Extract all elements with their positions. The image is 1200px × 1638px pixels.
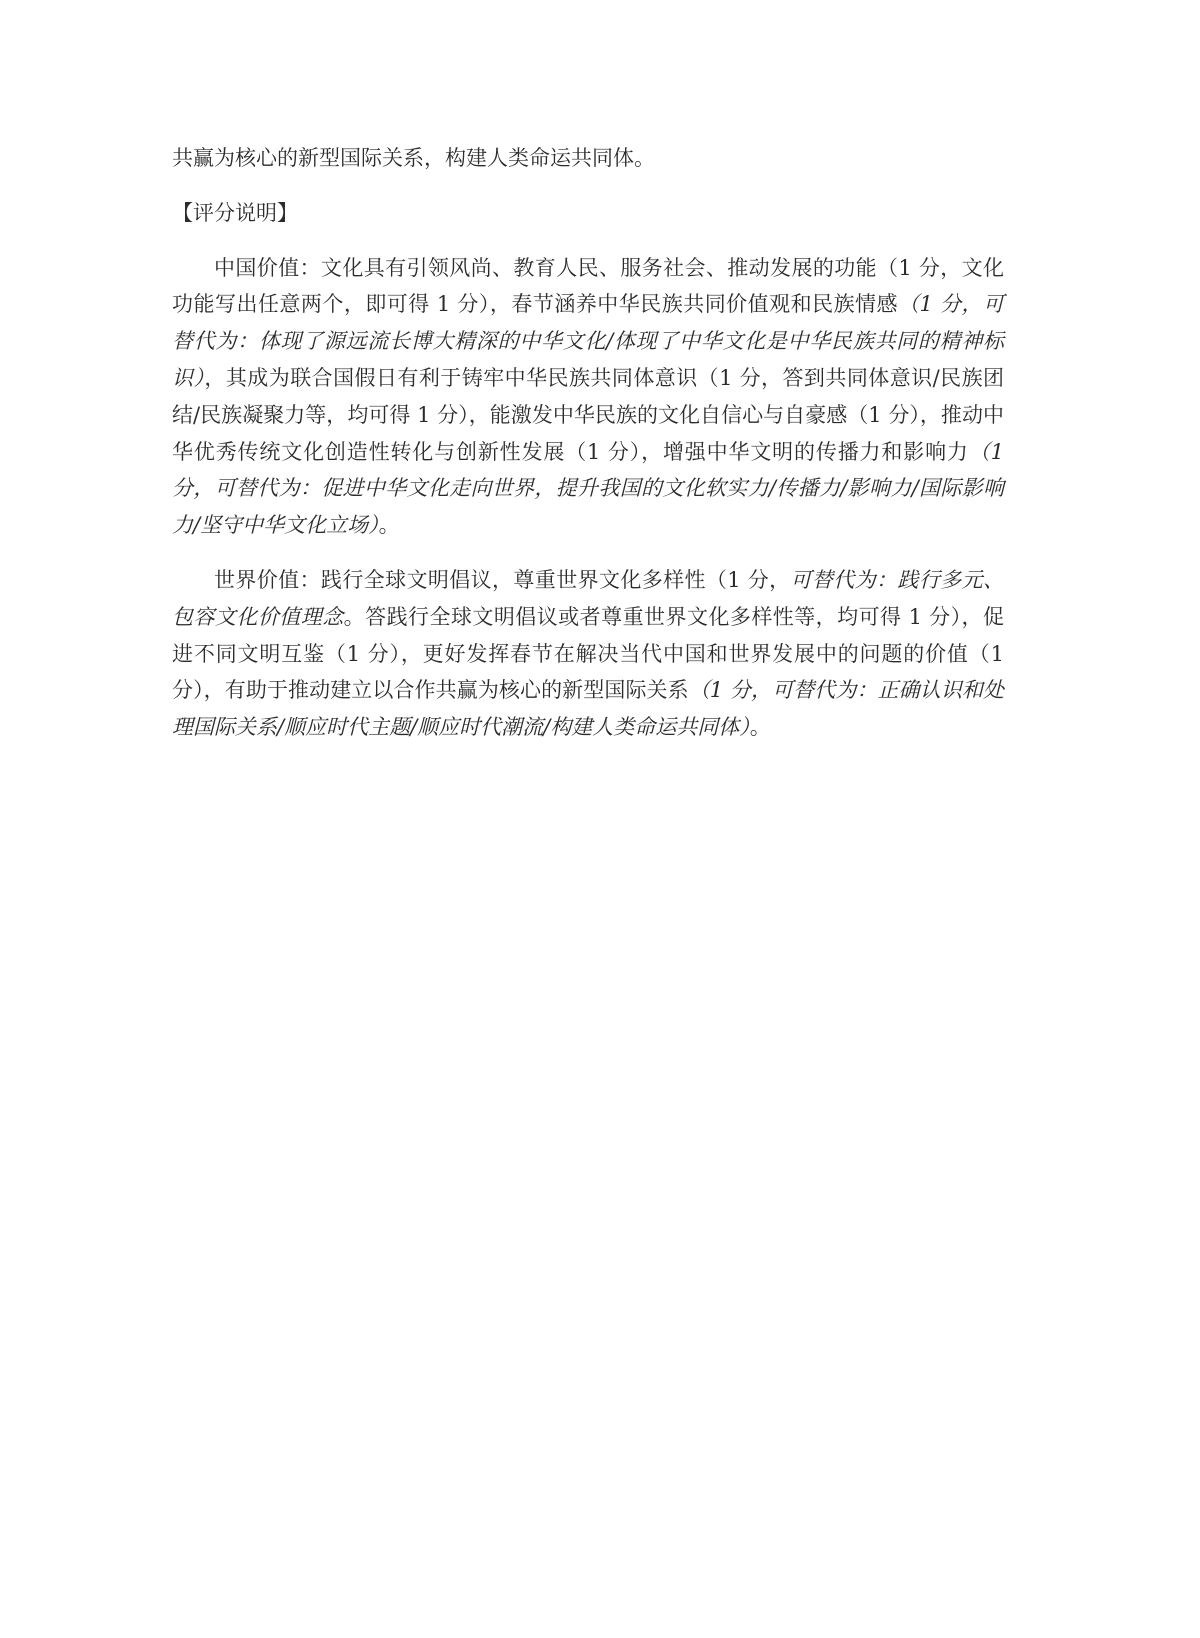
world-value-text-2: 。答践行全球文明倡议或者尊重世界文化多样性等，均可得 1 分），促进不同文明互鉴（1 分），更好发挥春节在解决当代中国和世界发展中的问题的价值（1 分），有助于推动建立以合作共赢为核心的新型国际关系 xyxy=(172,604,1004,703)
world-value-alternative-1: 可替代为：践行多元、包容文化价值理念 xyxy=(172,567,1004,629)
world-value-text-1: 世界价值：践行全球文明倡议，尊重世界文化多样性（1 分， xyxy=(214,567,791,592)
answer-text-block xyxy=(172,140,1004,746)
scoring-heading: 【评分说明】 xyxy=(172,200,298,225)
china-value-alternative-2: （1 分，可替代为：促进中华文化走向世界，提升我国的文化软实力/传播力/影响力/国际影响力/坚守中华文化立场） xyxy=(172,439,1004,538)
world-value-paragraph xyxy=(172,562,1004,746)
china-value-paragraph xyxy=(172,250,1004,544)
world-value-alternative-2: （1 分，可替代为：正确认识和处理国际关系/顺应时代主题/顺应时代潮流/构建人类命运共同体） xyxy=(172,678,1004,740)
world-value-text-3: 。 xyxy=(749,715,771,740)
lead-line: 共赢为核心的新型国际关系，构建人类命运共同体。 xyxy=(172,146,655,170)
china-value-text-2: ，其成为联合国假日有利于铸牢中华民族共同体意识（1 分，答到共同体意识/民族团结/民族凝聚力等，均可得 1 分），能激发中华民族的文化自信心与自豪感（1 分），推动中华优秀传统文化创造性转化与创新性发展（1 分），增强中华文明的传播力和影响力 xyxy=(172,365,1005,464)
china-value-alternative-1: （1 分，可替代为：体现了源远流长博大精深的中华文化/体现了中华文化是中华民族共同的精神标识） xyxy=(172,292,1004,390)
china-value-text-1: 中国价值：文化具有引领风尚、教育人民、服务社会、推动发展的功能（1 分，文化功能写出任意两个，即可得 1 分），春节涵养中华民族共同价值观和民族情感 xyxy=(172,255,1004,317)
china-value-text-3: 。 xyxy=(378,513,400,538)
